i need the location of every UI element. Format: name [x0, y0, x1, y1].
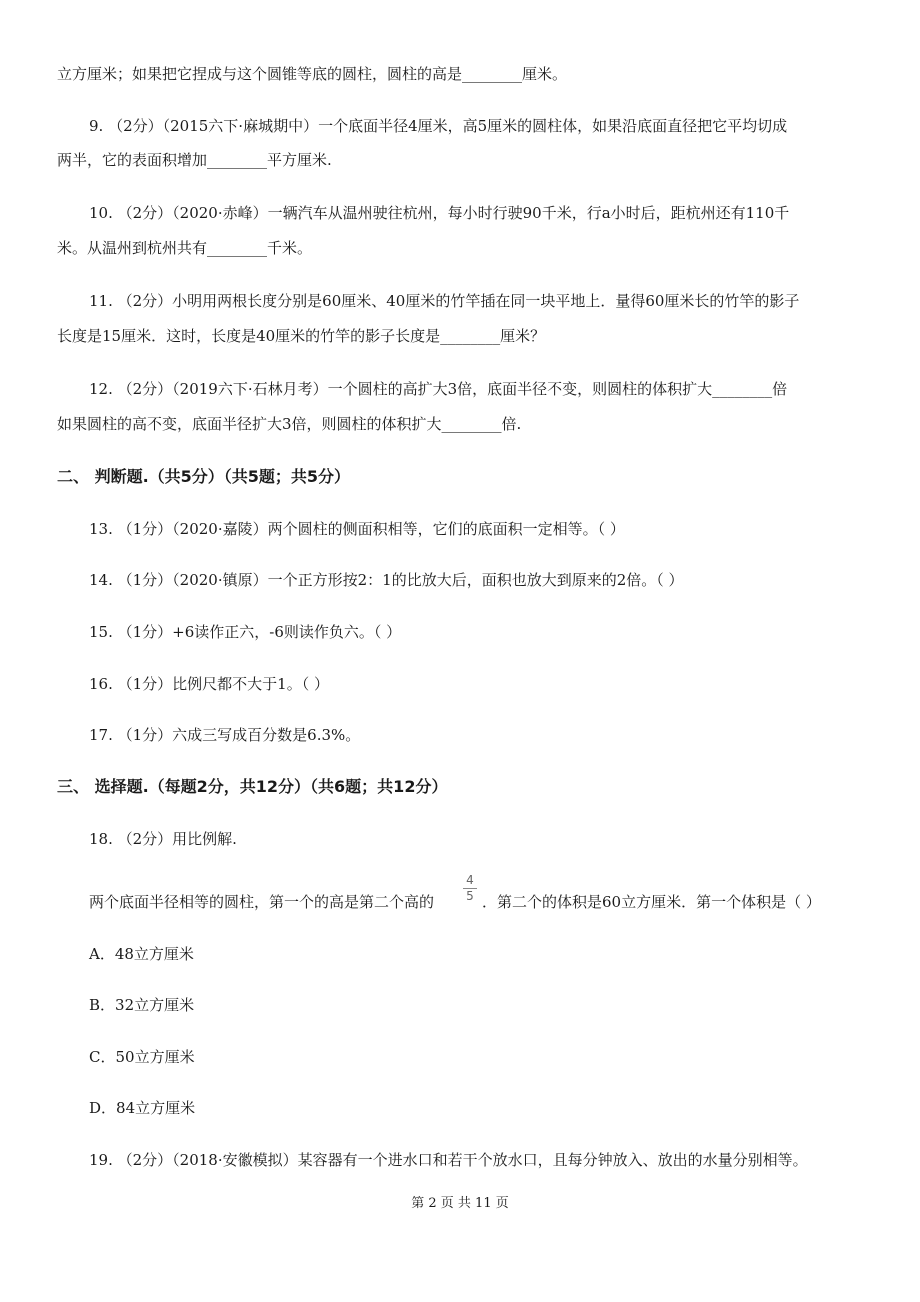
question-9-line1: 9. （2分）（2015六下·麻城期中）一个底面半径4厘米，高5厘米的圆柱体，如果沿底面直径把它平均切成	[89, 117, 788, 135]
question-17: 17. （1分）六成三写成百分数是6.3%。	[89, 726, 361, 744]
question-13: 13. （1分）（2020·嘉陵）两个圆柱的侧面积相等，它们的底面积一定相等。（ ）	[89, 520, 625, 538]
option-b: B．32立方厘米	[89, 996, 195, 1014]
section-2-heading: 二、 判断题.（共5分）（共5题；共5分）	[57, 467, 351, 486]
fraction-numerator: 4	[466, 873, 474, 887]
section-3-heading: 三、 选择题.（每题2分，共12分）（共6题；共12分）	[57, 777, 448, 796]
question-10-line2: 米。从温州到杭州共有________千米。	[57, 239, 313, 257]
question-12-line2: 如果圆柱的高不变，底面半径扩大3倍，则圆柱的体积扩大________倍.	[57, 415, 522, 433]
fraction-four-fifths	[463, 874, 477, 903]
question-16: 16. （1分）比例尺都不大于1。（ ）	[89, 675, 329, 693]
question-10-line1: 10. （2分）（2020·赤峰）一辆汽车从温州驶往杭州，每小时行驶90千米，行a小时后，距杭州还有110千	[89, 204, 790, 222]
option-c: C．50立方厘米	[89, 1048, 195, 1066]
question-18: 18. （2分）用比例解.	[89, 830, 237, 848]
question-18-stem-part1: 两个底面半径相等的圆柱，第一个的高是第二个高的	[89, 893, 435, 911]
question-14: 14. （1分）（2020·镇原）一个正方形按2：1的比放大后，面积也放大到原来的2倍。（ ）	[89, 571, 684, 589]
question-11-line1: 11. （2分）小明用两根长度分别是60厘米、40厘米的竹竿插在同一块平地上．量得60厘米长的竹竿的影子	[89, 292, 800, 310]
question-9-line2: 两半，它的表面积增加________平方厘米.	[57, 151, 332, 169]
option-d: D．84立方厘米	[89, 1099, 196, 1117]
question-18-stem-part2: ．第二个的体积是60立方厘米．第一个体积是（ ）	[482, 893, 821, 911]
question-12-line1: 12. （2分）（2019六下·石林月考）一个圆柱的高扩大3倍，底面半径不变，则圆柱的体积扩大________倍	[89, 380, 788, 398]
option-a: A．48立方厘米	[89, 945, 194, 963]
question-8-tail: 立方厘米；如果把它捏成与这个圆锥等底的圆柱，圆柱的高是________厘米。	[57, 65, 568, 83]
question-11-line2: 长度是15厘米．这时，长度是40厘米的竹竿的影子长度是________厘米？	[57, 327, 546, 345]
question-19-line1: 19. （2分）（2018·安徽模拟）某容器有一个进水口和若干个放水口，且每分钟放入、放出的水量分别相等。	[89, 1151, 808, 1169]
fraction-denominator: 5	[466, 889, 474, 903]
page-footer: 第 2 页 共 11 页	[411, 1196, 509, 1211]
question-15: 15. （1分）+6读作正六，-6则读作负六。（ ）	[89, 623, 402, 641]
